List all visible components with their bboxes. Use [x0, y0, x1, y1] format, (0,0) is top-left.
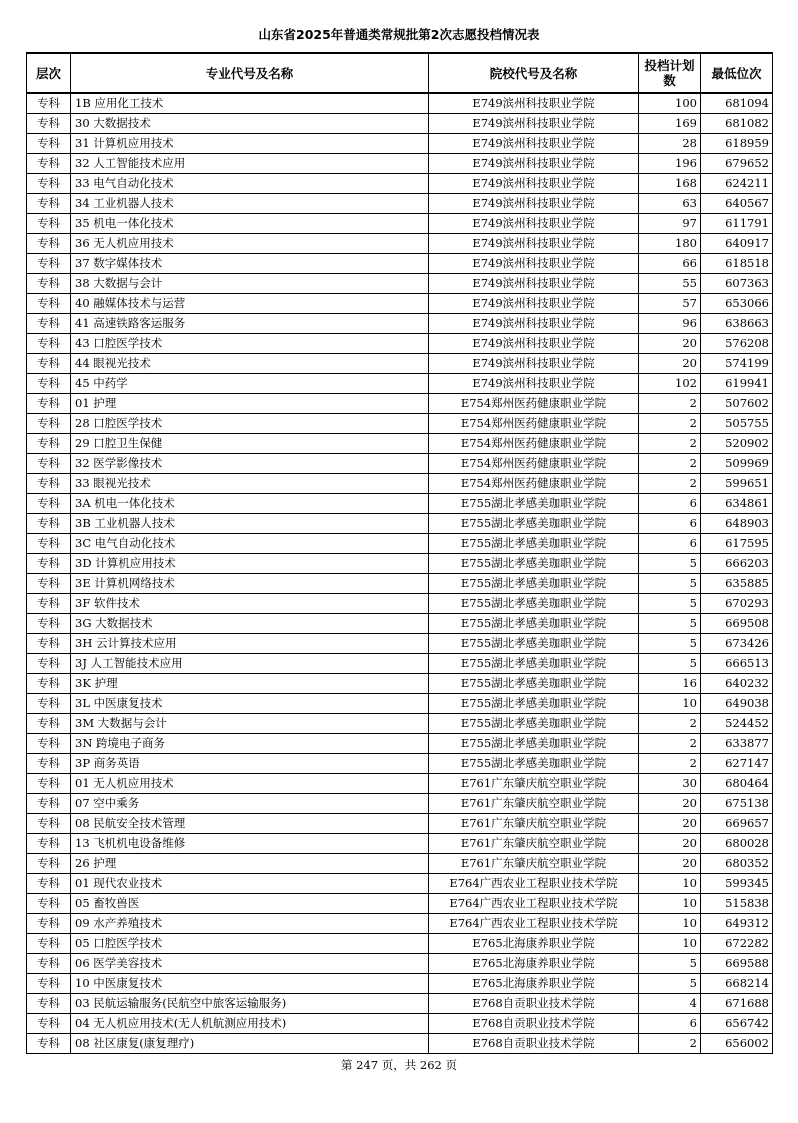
table-row: [27, 234, 773, 254]
table-row: [27, 1014, 773, 1034]
table-row: [27, 314, 773, 334]
cell-level: 专科: [27, 514, 71, 534]
table-row: [27, 554, 773, 574]
cell-rank: 635885: [701, 574, 773, 594]
cell-level: 专科: [27, 374, 71, 394]
cell-rank: 681094: [701, 93, 773, 114]
cell-major: 35 机电一体化技术: [71, 214, 429, 234]
cell-major: 31 计算机应用技术: [71, 134, 429, 154]
cell-major: 08 民航安全技术管理: [71, 814, 429, 834]
cell-plan: 5: [639, 614, 701, 634]
cell-major: 34 工业机器人技术: [71, 194, 429, 214]
cell-level: 专科: [27, 834, 71, 854]
table-row: [27, 674, 773, 694]
cell-plan: 20: [639, 334, 701, 354]
cell-school: E755湖北孝感美珈职业学院: [429, 694, 639, 714]
cell-major: 03 民航运输服务(民航空中旅客运输服务): [71, 994, 429, 1014]
cell-plan: 5: [639, 554, 701, 574]
cell-rank: 617595: [701, 534, 773, 554]
cell-plan: 2: [639, 1034, 701, 1054]
cell-level: 专科: [27, 294, 71, 314]
cell-level: 专科: [27, 594, 71, 614]
cell-major: 08 社区康复(康复理疗): [71, 1034, 429, 1054]
table-row: [27, 994, 773, 1014]
header-major: 专业代号及名称: [71, 53, 429, 93]
cell-major: 1B 应用化工技术: [71, 93, 429, 114]
cell-rank: 680028: [701, 834, 773, 854]
cell-school: E754郑州医药健康职业学院: [429, 434, 639, 454]
cell-plan: 4: [639, 994, 701, 1014]
cell-level: 专科: [27, 814, 71, 834]
cell-school: E749滨州科技职业学院: [429, 114, 639, 134]
cell-major: 37 数字媒体技术: [71, 254, 429, 274]
cell-level: 专科: [27, 174, 71, 194]
table-row: [27, 974, 773, 994]
cell-level: 专科: [27, 894, 71, 914]
cell-rank: 576208: [701, 334, 773, 354]
cell-school: E761广东肇庆航空职业学院: [429, 834, 639, 854]
cell-major: 09 水产养殖技术: [71, 914, 429, 934]
cell-level: 专科: [27, 674, 71, 694]
table-row: [27, 714, 773, 734]
cell-rank: 624211: [701, 174, 773, 194]
cell-major: 05 畜牧兽医: [71, 894, 429, 914]
cell-major: 3D 计算机应用技术: [71, 554, 429, 574]
table-row: [27, 854, 773, 874]
cell-level: 专科: [27, 654, 71, 674]
header-level: 层次: [27, 53, 71, 93]
cell-school: E749滨州科技职业学院: [429, 294, 639, 314]
cell-rank: 669588: [701, 954, 773, 974]
table-row: [27, 954, 773, 974]
cell-major: 45 中药学: [71, 374, 429, 394]
cell-major: 3L 中医康复技术: [71, 694, 429, 714]
cell-plan: 2: [639, 394, 701, 414]
cell-major: 32 医学影像技术: [71, 454, 429, 474]
cell-school: E749滨州科技职业学院: [429, 354, 639, 374]
cell-major: 3G 大数据技术: [71, 614, 429, 634]
cell-major: 3J 人工智能技术应用: [71, 654, 429, 674]
cell-plan: 2: [639, 734, 701, 754]
cell-major: 01 现代农业技术: [71, 874, 429, 894]
cell-rank: 505755: [701, 414, 773, 434]
cell-level: 专科: [27, 874, 71, 894]
cell-plan: 97: [639, 214, 701, 234]
cell-rank: 672282: [701, 934, 773, 954]
cell-major: 30 大数据技术: [71, 114, 429, 134]
cell-school: E749滨州科技职业学院: [429, 214, 639, 234]
cell-major: 3P 商务英语: [71, 754, 429, 774]
cell-plan: 5: [639, 634, 701, 654]
cell-level: 专科: [27, 1034, 71, 1054]
table-row: [27, 774, 773, 794]
cell-school: E755湖北孝感美珈职业学院: [429, 754, 639, 774]
cell-level: 专科: [27, 234, 71, 254]
cell-rank: 648903: [701, 514, 773, 534]
cell-rank: 618959: [701, 134, 773, 154]
table-row: [27, 93, 773, 114]
cell-rank: 619941: [701, 374, 773, 394]
cell-level: 专科: [27, 314, 71, 334]
cell-rank: 670293: [701, 594, 773, 614]
cell-plan: 10: [639, 914, 701, 934]
cell-level: 专科: [27, 454, 71, 474]
table-row: [27, 894, 773, 914]
cell-plan: 20: [639, 814, 701, 834]
cell-rank: 524452: [701, 714, 773, 734]
cell-school: E749滨州科技职业学院: [429, 174, 639, 194]
cell-rank: 666513: [701, 654, 773, 674]
cell-plan: 2: [639, 754, 701, 774]
cell-school: E749滨州科技职业学院: [429, 194, 639, 214]
table-body: [27, 93, 773, 1054]
cell-level: 专科: [27, 194, 71, 214]
cell-major: 01 护理: [71, 394, 429, 414]
table-row: [27, 494, 773, 514]
cell-level: 专科: [27, 334, 71, 354]
cell-level: 专科: [27, 974, 71, 994]
cell-school: E749滨州科技职业学院: [429, 334, 639, 354]
cell-level: 专科: [27, 414, 71, 434]
cell-plan: 6: [639, 534, 701, 554]
cell-school: E755湖北孝感美珈职业学院: [429, 614, 639, 634]
cell-level: 专科: [27, 854, 71, 874]
cell-rank: 671688: [701, 994, 773, 1014]
cell-level: 专科: [27, 134, 71, 154]
cell-rank: 618518: [701, 254, 773, 274]
cell-rank: 679652: [701, 154, 773, 174]
cell-plan: 16: [639, 674, 701, 694]
cell-school: E768自贡职业技术学院: [429, 994, 639, 1014]
cell-rank: 680464: [701, 774, 773, 794]
cell-plan: 6: [639, 494, 701, 514]
cell-school: E755湖北孝感美珈职业学院: [429, 594, 639, 614]
header-plan: 投档计划数: [639, 53, 701, 93]
table-row: [27, 354, 773, 374]
cell-plan: 10: [639, 694, 701, 714]
cell-school: E764广西农业工程职业技术学院: [429, 874, 639, 894]
cell-school: E755湖北孝感美珈职业学院: [429, 674, 639, 694]
cell-level: 专科: [27, 754, 71, 774]
cell-school: E755湖北孝感美珈职业学院: [429, 494, 639, 514]
table-row: [27, 934, 773, 954]
cell-school: E761广东肇庆航空职业学院: [429, 854, 639, 874]
header-rank: 最低位次: [701, 53, 773, 93]
table-row: [27, 794, 773, 814]
table-row: [27, 274, 773, 294]
cell-plan: 6: [639, 514, 701, 534]
cell-major: 33 电气自动化技术: [71, 174, 429, 194]
cell-level: 专科: [27, 794, 71, 814]
table-row: [27, 154, 773, 174]
cell-plan: 10: [639, 934, 701, 954]
cell-level: 专科: [27, 394, 71, 414]
cell-school: E754郑州医药健康职业学院: [429, 474, 639, 494]
cell-plan: 28: [639, 134, 701, 154]
cell-major: 3B 工业机器人技术: [71, 514, 429, 534]
cell-plan: 30: [639, 774, 701, 794]
cell-rank: 681082: [701, 114, 773, 134]
cell-level: 专科: [27, 534, 71, 554]
cell-major: 13 飞机机电设备维修: [71, 834, 429, 854]
cell-school: E755湖北孝感美珈职业学院: [429, 714, 639, 734]
table-row: [27, 814, 773, 834]
table-row: [27, 434, 773, 454]
table-row: [27, 614, 773, 634]
cell-major: 41 高速铁路客运服务: [71, 314, 429, 334]
cell-plan: 20: [639, 794, 701, 814]
cell-level: 专科: [27, 474, 71, 494]
cell-major: 29 口腔卫生保健: [71, 434, 429, 454]
cell-major: 07 空中乘务: [71, 794, 429, 814]
table-row: [27, 474, 773, 494]
cell-plan: 55: [639, 274, 701, 294]
table-header-row: [27, 53, 773, 93]
cell-plan: 2: [639, 454, 701, 474]
cell-major: 06 医学美容技术: [71, 954, 429, 974]
header-school: 院校代号及名称: [429, 53, 639, 93]
table-row: [27, 754, 773, 774]
cell-plan: 10: [639, 874, 701, 894]
cell-school: E764广西农业工程职业技术学院: [429, 894, 639, 914]
table-row: [27, 634, 773, 654]
cell-level: 专科: [27, 774, 71, 794]
cell-major: 01 无人机应用技术: [71, 774, 429, 794]
table-row: [27, 834, 773, 854]
cell-major: 04 无人机应用技术(无人机航测应用技术): [71, 1014, 429, 1034]
cell-major: 05 口腔医学技术: [71, 934, 429, 954]
cell-school: E755湖北孝感美珈职业学院: [429, 634, 639, 654]
cell-rank: 574199: [701, 354, 773, 374]
cell-rank: 640917: [701, 234, 773, 254]
cell-school: E754郑州医药健康职业学院: [429, 414, 639, 434]
cell-rank: 673426: [701, 634, 773, 654]
cell-rank: 520902: [701, 434, 773, 454]
cell-school: E749滨州科技职业学院: [429, 134, 639, 154]
cell-rank: 509969: [701, 454, 773, 474]
cell-rank: 649312: [701, 914, 773, 934]
table-row: [27, 174, 773, 194]
cell-school: E761广东肇庆航空职业学院: [429, 814, 639, 834]
cell-school: E755湖北孝感美珈职业学院: [429, 514, 639, 534]
cell-school: E765北海康养职业学院: [429, 974, 639, 994]
cell-level: 专科: [27, 114, 71, 134]
cell-plan: 180: [639, 234, 701, 254]
cell-plan: 63: [639, 194, 701, 214]
cell-school: E754郑州医药健康职业学院: [429, 394, 639, 414]
page-footer: 第 247 页，共 262 页: [340, 1058, 458, 1072]
table-row: [27, 254, 773, 274]
cell-school: E749滨州科技职业学院: [429, 93, 639, 114]
cell-major: 3F 软件技术: [71, 594, 429, 614]
table-row: [27, 1034, 773, 1054]
table-row: [27, 334, 773, 354]
cell-rank: 515838: [701, 894, 773, 914]
cell-major: 3M 大数据与会计: [71, 714, 429, 734]
cell-level: 专科: [27, 1014, 71, 1034]
cell-level: 专科: [27, 574, 71, 594]
admission-table: [26, 52, 773, 1054]
cell-school: E749滨州科技职业学院: [429, 374, 639, 394]
cell-major: 3N 跨境电子商务: [71, 734, 429, 754]
cell-major: 44 眼视光技术: [71, 354, 429, 374]
cell-rank: 607363: [701, 274, 773, 294]
cell-plan: 5: [639, 954, 701, 974]
cell-level: 专科: [27, 214, 71, 234]
cell-level: 专科: [27, 934, 71, 954]
cell-level: 专科: [27, 954, 71, 974]
table-row: [27, 394, 773, 414]
cell-school: E755湖北孝感美珈职业学院: [429, 534, 639, 554]
cell-major: 3E 计算机网络技术: [71, 574, 429, 594]
table-row: [27, 214, 773, 234]
table-row: [27, 194, 773, 214]
cell-level: 专科: [27, 614, 71, 634]
table-row: [27, 914, 773, 934]
cell-school: E749滨州科技职业学院: [429, 154, 639, 174]
table-row: [27, 134, 773, 154]
cell-plan: 96: [639, 314, 701, 334]
table-row: [27, 874, 773, 894]
cell-rank: 640232: [701, 674, 773, 694]
table-row: [27, 594, 773, 614]
cell-school: E761广东肇庆航空职业学院: [429, 774, 639, 794]
cell-level: 专科: [27, 994, 71, 1014]
cell-plan: 168: [639, 174, 701, 194]
cell-rank: 638663: [701, 314, 773, 334]
cell-rank: 649038: [701, 694, 773, 714]
cell-school: E765北海康养职业学院: [429, 934, 639, 954]
cell-level: 专科: [27, 93, 71, 114]
cell-plan: 196: [639, 154, 701, 174]
cell-school: E749滨州科技职业学院: [429, 274, 639, 294]
cell-school: E765北海康养职业学院: [429, 954, 639, 974]
cell-plan: 100: [639, 93, 701, 114]
cell-major: 36 无人机应用技术: [71, 234, 429, 254]
cell-rank: 507602: [701, 394, 773, 414]
cell-level: 专科: [27, 734, 71, 754]
cell-major: 26 护理: [71, 854, 429, 874]
cell-level: 专科: [27, 274, 71, 294]
table-row: [27, 414, 773, 434]
cell-plan: 5: [639, 594, 701, 614]
cell-plan: 2: [639, 714, 701, 734]
cell-school: E764广西农业工程职业技术学院: [429, 914, 639, 934]
cell-plan: 102: [639, 374, 701, 394]
cell-plan: 2: [639, 414, 701, 434]
cell-level: 专科: [27, 434, 71, 454]
cell-plan: 2: [639, 434, 701, 454]
cell-major: 3C 电气自动化技术: [71, 534, 429, 554]
cell-school: E749滨州科技职业学院: [429, 314, 639, 334]
cell-rank: 656002: [701, 1034, 773, 1054]
cell-plan: 66: [639, 254, 701, 274]
cell-major: 33 眼视光技术: [71, 474, 429, 494]
cell-major: 3H 云计算技术应用: [71, 634, 429, 654]
cell-rank: 666203: [701, 554, 773, 574]
cell-plan: 169: [639, 114, 701, 134]
table-row: [27, 454, 773, 474]
cell-school: E755湖北孝感美珈职业学院: [429, 554, 639, 574]
page-title: 山东省2025年普通类常规批第2次志愿投档情况表: [258, 27, 540, 42]
cell-rank: 669657: [701, 814, 773, 834]
cell-school: E749滨州科技职业学院: [429, 254, 639, 274]
cell-level: 专科: [27, 554, 71, 574]
cell-level: 专科: [27, 634, 71, 654]
cell-major: 43 口腔医学技术: [71, 334, 429, 354]
cell-plan: 5: [639, 574, 701, 594]
cell-rank: 653066: [701, 294, 773, 314]
cell-major: 38 大数据与会计: [71, 274, 429, 294]
cell-plan: 10: [639, 894, 701, 914]
cell-rank: 680352: [701, 854, 773, 874]
table-row: [27, 534, 773, 554]
cell-school: E755湖北孝感美珈职业学院: [429, 574, 639, 594]
table-row: [27, 114, 773, 134]
cell-rank: 669508: [701, 614, 773, 634]
cell-major: 28 口腔医学技术: [71, 414, 429, 434]
cell-rank: 640567: [701, 194, 773, 214]
cell-plan: 5: [639, 654, 701, 674]
table-row: [27, 654, 773, 674]
table-row: [27, 694, 773, 714]
cell-rank: 611791: [701, 214, 773, 234]
table-row: [27, 374, 773, 394]
cell-level: 专科: [27, 494, 71, 514]
cell-plan: 20: [639, 854, 701, 874]
cell-level: 专科: [27, 154, 71, 174]
cell-major: 40 融媒体技术与运营: [71, 294, 429, 314]
cell-rank: 668214: [701, 974, 773, 994]
cell-plan: 20: [639, 354, 701, 374]
cell-rank: 599345: [701, 874, 773, 894]
cell-school: E755湖北孝感美珈职业学院: [429, 654, 639, 674]
cell-plan: 57: [639, 294, 701, 314]
cell-rank: 599651: [701, 474, 773, 494]
cell-level: 专科: [27, 354, 71, 374]
cell-school: E749滨州科技职业学院: [429, 234, 639, 254]
cell-plan: 6: [639, 1014, 701, 1034]
cell-rank: 627147: [701, 754, 773, 774]
cell-major: 32 人工智能技术应用: [71, 154, 429, 174]
cell-plan: 20: [639, 834, 701, 854]
cell-major: 10 中医康复技术: [71, 974, 429, 994]
cell-level: 专科: [27, 254, 71, 274]
cell-school: E761广东肇庆航空职业学院: [429, 794, 639, 814]
cell-school: E768自贡职业技术学院: [429, 1014, 639, 1034]
table-row: [27, 514, 773, 534]
cell-level: 专科: [27, 914, 71, 934]
cell-level: 专科: [27, 694, 71, 714]
cell-school: E754郑州医药健康职业学院: [429, 454, 639, 474]
table-row: [27, 734, 773, 754]
cell-rank: 656742: [701, 1014, 773, 1034]
cell-plan: 2: [639, 474, 701, 494]
cell-rank: 634861: [701, 494, 773, 514]
cell-major: 3K 护理: [71, 674, 429, 694]
table-row: [27, 574, 773, 594]
cell-major: 3A 机电一体化技术: [71, 494, 429, 514]
cell-rank: 633877: [701, 734, 773, 754]
cell-school: E755湖北孝感美珈职业学院: [429, 734, 639, 754]
table-row: [27, 294, 773, 314]
cell-rank: 675138: [701, 794, 773, 814]
cell-school: E768自贡职业技术学院: [429, 1034, 639, 1054]
cell-level: 专科: [27, 714, 71, 734]
cell-plan: 5: [639, 974, 701, 994]
